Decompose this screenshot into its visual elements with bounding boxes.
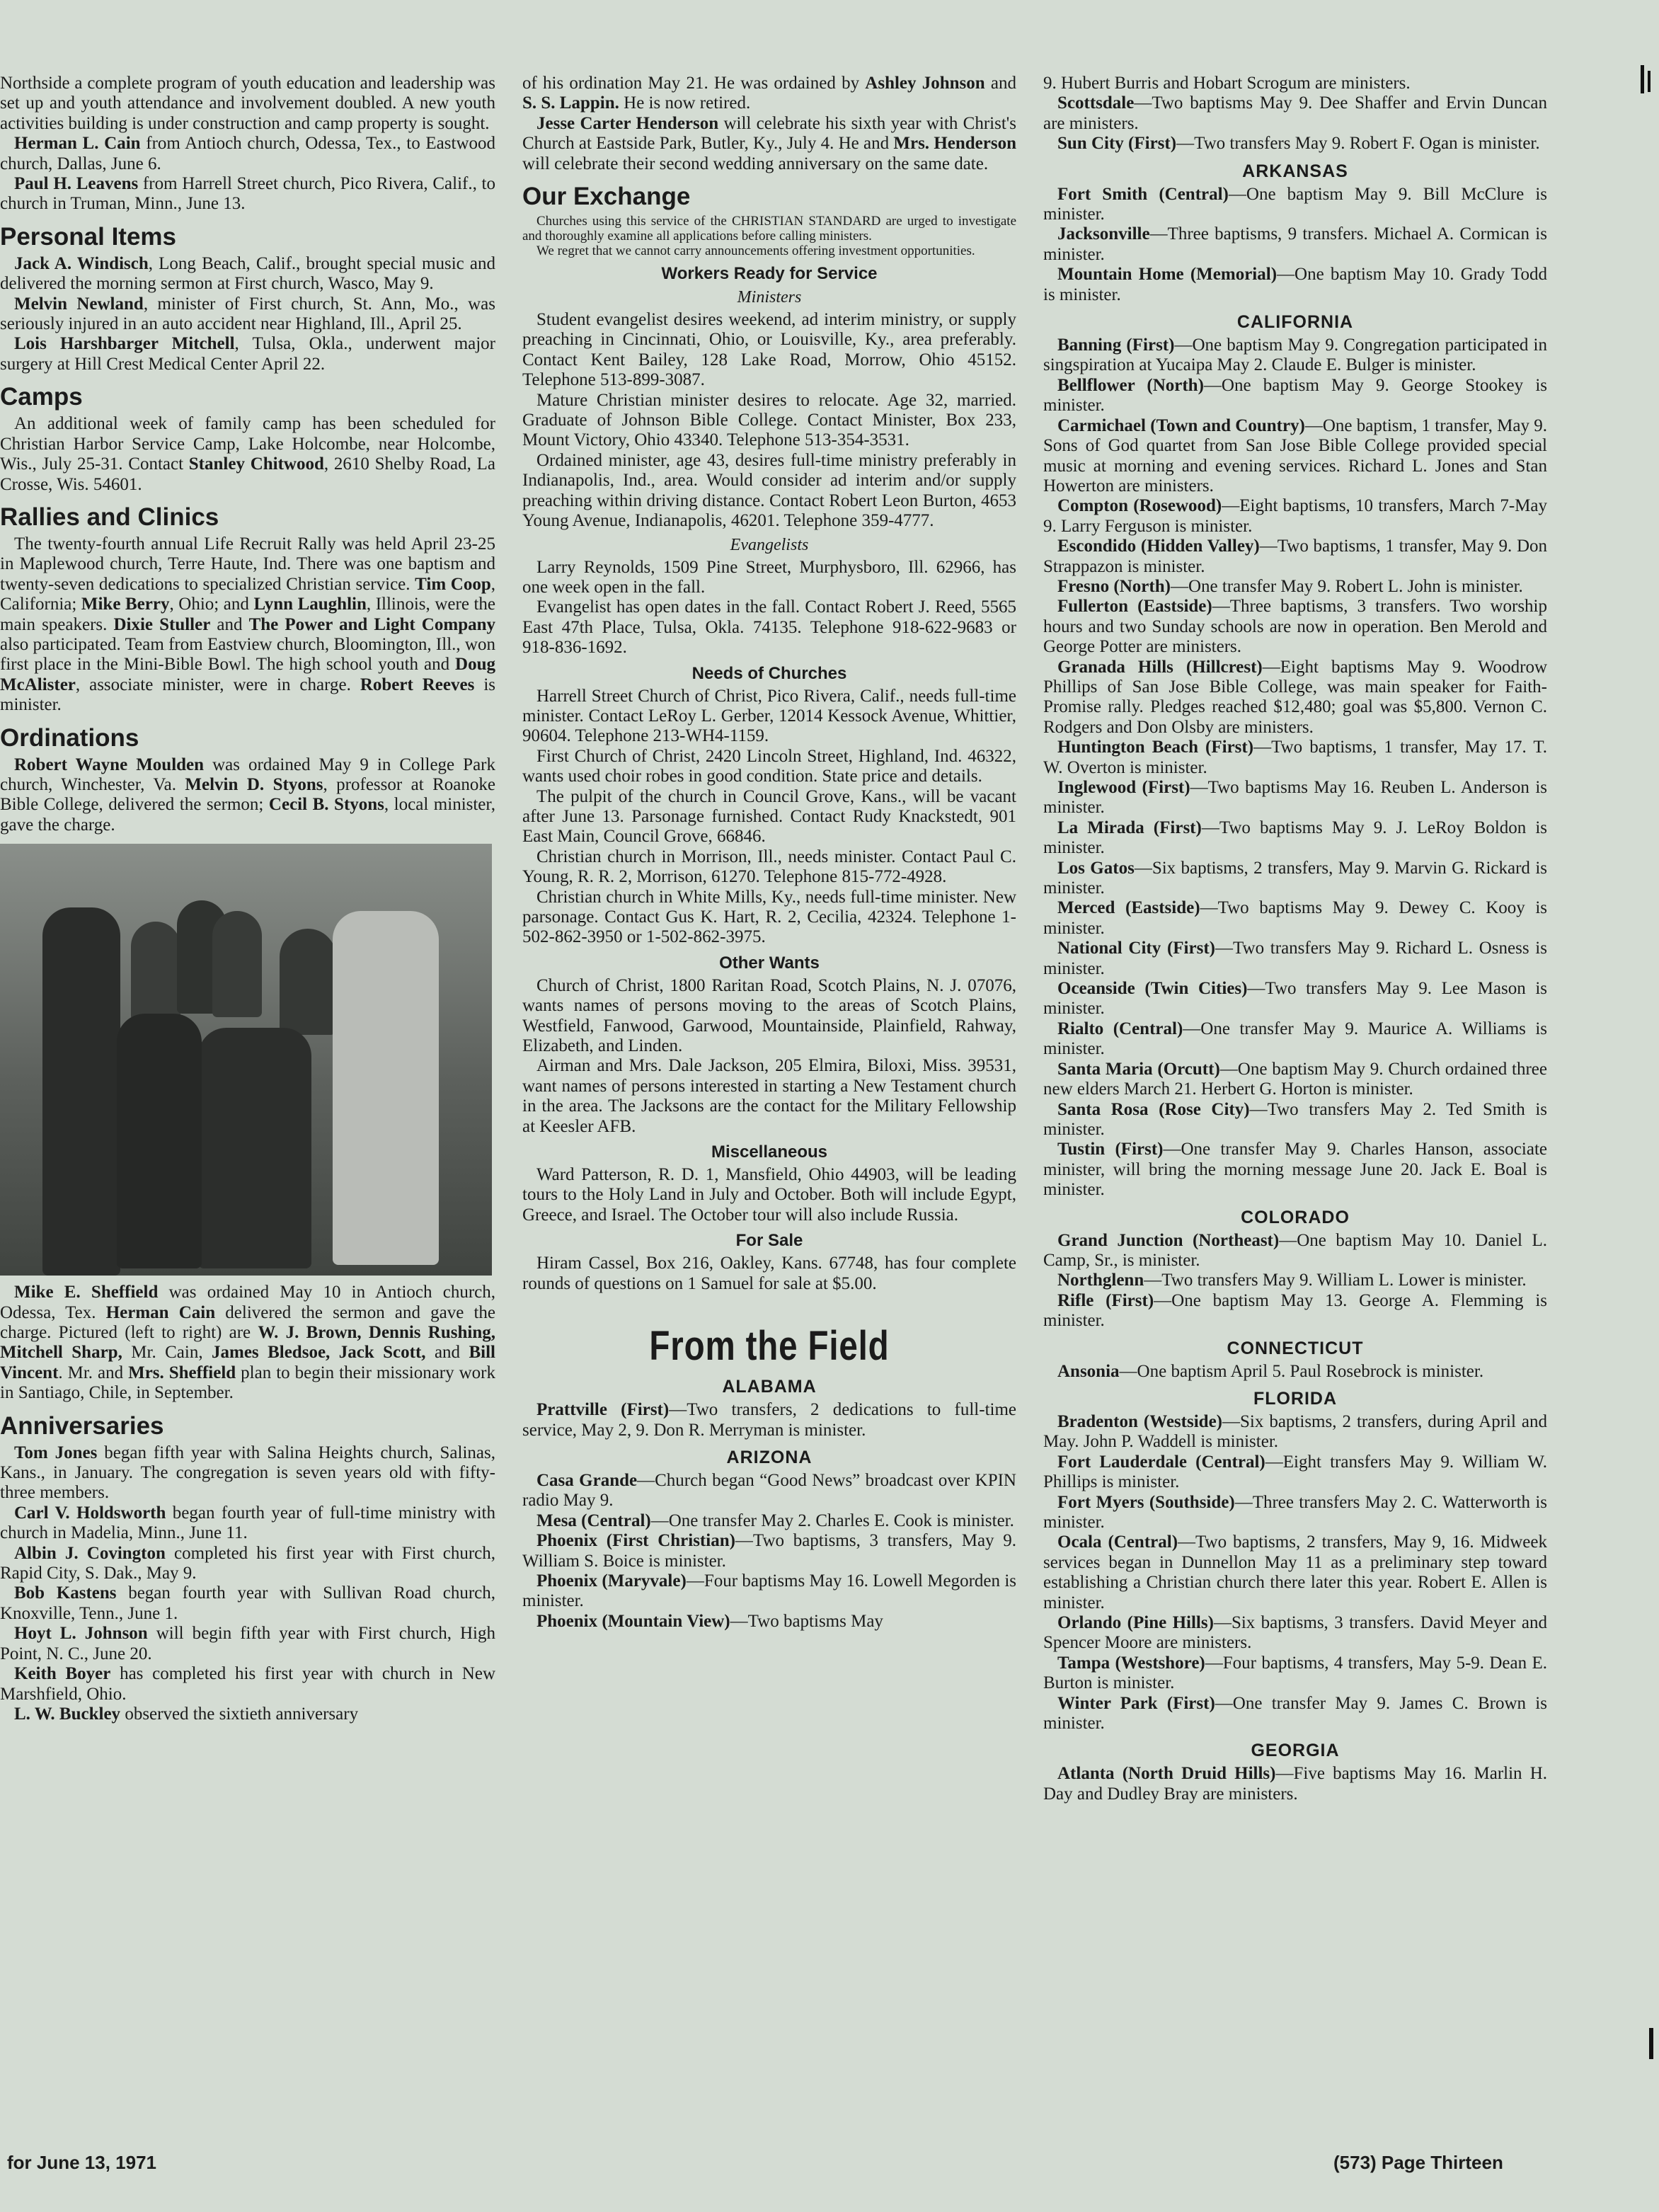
field-report: Santa Rosa (Rose City)—Two transfers May 2. Ted Smith is minister. [1043,1099,1547,1139]
field-report: Bradenton (Westside)—Six baptisms, 2 transfers, during April and May. John P. Waddell is minister. [1043,1411,1548,1452]
listing-item: Ward Patterson, R. D. 1, Mansfield, Ohio 44903, will be leading tours to the Holy Land in July and October. Both will include Egypt, Greece, and Israel. The October tour will also include Russia. [522,1165,1016,1225]
listing-item: Evangelist has open dates in the fall. Contact Robert J. Reed, 5565 East 47th Place, Tulsa, Okla. 74135. Telephone 918-622-9683 or 918-836-1692. [522,597,1016,658]
photo-figure [280,929,336,1035]
exchange-note: We regret that we cannot carry announcements offering investment opportunities. [536,243,975,259]
subheading-ministers: Ministers [737,288,802,307]
state-heading-colorado: COLORADO [1241,1207,1350,1227]
listing-item: The pulpit of the church in Council Grove, Kans., will be vacant after June 13. Parsonage furnished. Contact Rudy Knackstedt, 901 East Main, Council Grove, 66846. [522,786,1016,847]
listing-item: Christian church in White Mills, Ky., needs full-time minister. New parsonage. Contact Gus K. Hart, R. 2, Cecilia, 42324. Telephone 1-502-862-3950 or 1-502-862-3975. [522,887,1016,947]
person-name: Paul H. Leavens [14,174,139,194]
field-report: Fort Lauderdale (Central)—Eight transfers May 9. William W. Phillips is minister. [1043,1452,1547,1492]
anniversary-item: Tom Jones began fifth year with Salina Heights church, Salinas, Kans., in January. The congregation is seven years old with fifty-three members. [0,1443,495,1503]
listing-item: Harrell Street Church of Christ, Pico Rivera, Calif., needs full-time minister. Contact LeRoy L. Gerber, 12014 Kessock Avenue, Whittier, 90604. Telephone 213-WH4-1159. [522,686,1016,746]
intro-paragraph: Northside a complete program of youth education and leadership was set up and youth attendance and involvement doubled. A new youth activities building is under construction and camp property is sought. [0,74,495,133]
anniversary-item: Hoyt L. Johnson will begin fifth year with First church, High Point, N. C., June 20. [0,1624,495,1663]
section-heading-personal: Personal Items [0,222,176,251]
personal-item: Lois Harshbarger Mitchell, Tulsa, Okla., underwent major surgery at Hill Crest Medical Center April 22. [0,334,496,374]
subheading-needs: Needs of Churches [691,663,847,683]
listing-item: Mature Christian minister desires to relocate. Age 32, married. Graduate of Johnson Bible College. Contact Minister, Box 233, Mount Victory, Ohio 43340. Telephone 513-354-3531. [522,390,1016,450]
column-left [0,74,495,1724]
listing-item: Church of Christ, 1800 Raritan Road, Scotch Plains, N. J. 07076, wants names of persons moving to the areas of Scotch Plains, Westfield, Fanwood, Garwood, Mountainside, Plainfield, Rahway, Elizabeth, and Linden. [522,975,1016,1056]
field-report: Prattville (First)—Two transfers, 2 dedications to full-time service, May 2, 9. Don R. Merryman is minister. [522,1400,1017,1440]
field-report: Rialto (Central)—One transfer May 9. Maurice A. Williams is minister. [1043,1019,1547,1059]
field-report: Jacksonville—Three baptisms, 9 transfers. Michael A. Cormican is minister. [1043,224,1547,264]
field-report: Oceanside (Twin Cities)—Two transfers May 9. Lee Mason is minister. [1043,979,1548,1019]
field-report: Fullerton (Eastside)—Three baptisms, 3 transfers. Two worship hours and two Sunday schools are now in operation. Ben Merold and George Potter are ministers. [1043,597,1547,657]
field-report: Phoenix (Mountain View)—Two baptisms May [536,1611,883,1631]
field-report: Scottsdale—Two baptisms May 9. Dee Shaffer and Ervin Duncan are ministers. [1043,93,1547,133]
section-heading-anniversaries: Anniversaries [0,1411,164,1440]
listing-item: Airman and Mrs. Dale Jackson, 205 Elmira, Biloxi, Miss. 39531, want names of persons interested in starting a New Testament church in the area. The Jacksons are the contact for the Military Fellowship at Keesler AFB. [522,1056,1016,1136]
photo-figure [42,907,120,1276]
subheading-miscellaneous: Miscellaneous [711,1142,828,1162]
field-report: Granada Hills (Hillcrest)—Eight baptisms May 9. Woodrow Phillips of San Jose Bible College, was main speaker for Faith-Promise rally. Pledges reached $12,480; goal was $5,800. Vernon C. Rodgers and Don Olsby are ministers. [1043,657,1548,737]
anniversary-item: Bob Kastens began fourth year with Sullivan Road church, Knoxville, Tenn., June 1. [0,1583,495,1623]
field-report: Grand Junction (Northeast)—One baptism May 10. Daniel L. Camp, Sr., is minister. [1043,1230,1547,1270]
field-report: Atlanta (North Druid Hills)—Five baptisms May 16. Marlin H. Day and Dudley Bray are ministers. [1043,1764,1547,1804]
anniversary-item: Jesse Carter Henderson will celebrate his sixth year with Christ's Church at Eastside Park, Butler, Ky., July 4. He and Mrs. Henderson will celebrate their second wedding anniversary on the same date. [522,113,1016,173]
from-the-field-title: From the Field [649,1323,890,1370]
field-report: Banning (First)—One baptism May 9. Congregation participated in singspiration at Yucaipa May 2. Claude E. Bulger is minister. [1043,336,1547,375]
field-report: Bellflower (North)—One baptism May 9. George Stookey is minister. [1043,375,1547,416]
field-report: Phoenix (Maryvale)—Four baptisms May 16. Lowell Megorden is minister. [522,1571,1016,1611]
state-heading-arizona: ARIZONA [726,1447,813,1467]
footer-page-number: (573) Page Thirteen [1333,2152,1503,2173]
anniversary-item: Albin J. Covington completed his first year with First church, Rapid City, S. Dak., May 9. [0,1543,495,1583]
personal-item: Jack A. Windisch, Long Beach, Calif., brought special music and delivered the morning sermon at First church, Wasco, May 9. [0,253,495,294]
field-report: Fort Myers (Southside)—Three transfers May 2. C. Watterworth is minister. [1043,1492,1547,1532]
personal-item: Melvin Newland, minister of First church, St. Ann, Mo., was seriously injured in an auto accident near Highland, Ill., April 25. [0,294,495,334]
field-report: Tustin (First)—One transfer May 9. Charles Hanson, associate minister, will bring the morning message June 20. Jack E. Boal is minister. [1043,1140,1547,1200]
margin-mark [1648,71,1651,92]
listing-item: Hiram Cassel, Box 216, Oakley, Kans. 67748, has four complete rounds of questions on 1 Samuel for sale at $5.00. [522,1254,1016,1293]
field-report: Merced (Eastside)—Two baptisms May 9. Dewey C. Kooy is minister. [1043,898,1547,938]
field-report: Ansonia—One baptism April 5. Paul Rosebrock is minister. [1057,1361,1484,1381]
anniversary-item: Carl V. Holdsworth began fourth year of full-time ministry with church in Madelia, Minn., June 11. [0,1503,495,1543]
field-report: Orlando (Pine Hills)—Six baptisms, 3 transfers. David Meyer and Spencer Moore are ministers. [1043,1613,1547,1653]
listing-item: Larry Reynolds, 1509 Pine Street, Murphysboro, Ill. 62966, has one week open in the fall. [522,557,1016,597]
ordination-photo [0,844,492,1276]
subheading-other-wants: Other Wants [719,953,820,973]
state-heading-connecticut: CONNECTICUT [1227,1338,1364,1358]
field-report: Huntington Beach (First)—Two baptisms, 1 transfer, May 17. T. W. Overton is minister. [1043,738,1547,777]
move-item: Paul H. Leavens from Harrell Street church, Pico Rivera, Calif., to church in Truman, Minn., June 13. [0,174,496,214]
field-report: Santa Maria (Orcutt)—One baptism May 9. Church ordained three new elders March 21. Herbert G. Horton is minister. [1043,1059,1547,1099]
field-report: National City (First)—Two transfers May 9. Richard L. Osness is minister. [1043,939,1547,978]
move-item: Herman L. Cain from Antioch church, Odessa, Tex., to Eastwood church, Dallas, June 6. [0,134,495,173]
subheading-workers: Workers Ready for Service [661,264,878,284]
footer-date: for June 13, 1971 [7,2152,156,2173]
column-middle [522,74,1016,1632]
state-heading-florida: FLORIDA [1253,1388,1338,1409]
state-heading-georgia: GEORGIA [1251,1741,1340,1761]
continued-paragraph: 9. Hubert Burris and Hobart Scrogum are ministers. [1043,74,1411,93]
exchange-note: Churches using this service of the CHRISTIAN STANDARD are urged to investigate and thoroughly examine all applications before calling ministers. [522,214,1016,244]
listing-item: Christian church in Morrison, Ill., needs minister. Contact Paul C. Young, R. R. 2, Morrison, 61270. Telephone 815-772-4928. [522,847,1016,887]
margin-mark [1649,2028,1653,2059]
field-report: Escondido (Hidden Valley)—Two baptisms, 1 transfer, May 9. Don Strappazon is minister. [1043,537,1547,576]
field-report: Fort Smith (Central)—One baptism May 9. Bill McClure is minister. [1043,184,1547,224]
field-report: Phoenix (First Christian)—Two baptisms, 3 transfers, May 9. William S. Boice is minister. [522,1531,1016,1571]
listing-item: First Church of Christ, 2420 Lincoln Street, Highland, Ind. 46322, wants used choir robes in good condition. State price and details. [522,746,1016,786]
subheading-for-sale: For Sale [735,1231,803,1251]
person-name: Herman L. Cain [14,134,141,154]
section-heading-exchange: Our Exchange [522,183,691,211]
anniversary-item: L. W. Buckley observed the sixtieth anniversary [14,1704,359,1724]
field-report: Mountain Home (Memorial)—One baptism May 10. Grady Todd is minister. [1043,265,1548,304]
ordinations-paragraph: Robert Wayne Moulden was ordained May 9 in College Park church, Winchester, Va. Melvin D. Styons, professor at Roanoke Bible College, delivered the sermon; Cecil B. Styons, local minister, gave the charge. [0,755,495,835]
continued-paragraph: of his ordination May 21. He was ordained by Ashley Johnson and S. S. Lappin. He is now retired. [522,74,1017,113]
field-report: Ocala (Central)—Two baptisms, 2 transfers, May 9, 16. Midweek services began in Dunnellon May 11 as a preliminary step toward establishing a Christian church there later this year. Robert E. Allen is minister. [1043,1532,1547,1612]
margin-mark [1641,65,1644,93]
field-report: Casa Grande—Church began “Good News” broadcast over KPIN radio May 9. [522,1470,1016,1511]
field-report: La Mirada (First)—Two baptisms May 9. J. LeRoy Boldon is minister. [1043,818,1547,858]
field-report: Fresno (North)—One transfer May 9. Robert L. John is minister. [1057,576,1523,596]
field-report: Mesa (Central)—One transfer May 2. Charles E. Cook is minister. [536,1511,1014,1530]
listing-item: Student evangelist desires weekend, ad interim ministry, or supply preaching in Cincinnati, Ohio, or Louisville, Ky., area preferably. Contact Kent Bailey, 128 Lake Road, Morrow, Ohio 45152. Telephone 513-899-3087. [522,310,1016,390]
section-heading-ordinations: Ordinations [0,723,139,752]
state-heading-arkansas: ARKANSAS [1242,161,1348,181]
anniversary-item: Keith Boyer has completed his first year with church in New Marshfield, Ohio. [0,1664,495,1704]
field-report: Los Gatos—Six baptisms, 2 transfers, May 9. Marvin G. Rickard is minister. [1043,858,1547,898]
state-heading-alabama: ALABAMA [722,1377,817,1397]
field-report: Tampa (Westshore)—Four baptisms, 4 transfers, May 5-9. Dean E. Burton is minister. [1043,1653,1547,1693]
field-report: Rifle (First)—One baptism May 13. George A. Flemming is minister. [1043,1290,1547,1331]
column-right [1043,74,1547,1804]
field-report: Northglenn—Two transfers May 9. William L. Lower is minister. [1057,1271,1527,1290]
photo-figure [117,1014,202,1268]
field-report: Carmichael (Town and Country)—One baptism, 1 transfer, May 9. Sons of God quartet from San Jose Bible College provided special music at morning and evening services. Richard L. Jones and Stan Howerton are ministers. [1043,416,1547,495]
field-report: Inglewood (First)—Two baptisms May 16. Reuben L. Anderson is minister. [1043,778,1547,818]
field-report: Winter Park (First)—One transfer May 9. James C. Brown is minister. [1043,1693,1547,1734]
photo-figure [131,922,180,1021]
photo-figure [333,911,439,1265]
state-heading-california: CALIFORNIA [1236,312,1354,333]
photo-caption: Mike E. Sheffield was ordained May 10 in Antioch church, Odessa, Tex. Herman Cain delivered the sermon and gave the charge. Pictured (left to right) are W. J. Brown, Dennis Rushing, Mitchell Sharp, Mr. Cain, James Bledsoe, Jack Scott, and Bill Vincent. Mr. and Mrs. Sheffield plan to begin their missionary work in Santiago, Chile, in September. [0,1283,496,1403]
listing-item: Ordained minister, age 43, desires full-time ministry preferably in Indianapolis, Ind., area. Would consider ad interim and/or supply preaching within driving distance. Contact Robert Leon Burton, 4653 Young Avenue, Indianapolis, 46201. Telephone 359-4777. [522,450,1016,531]
camps-paragraph: An additional week of family camp has been scheduled for Christian Harbor Service Camp, Lake Holcombe, near Holcombe, Wis., July 25-31. Contact Stanley Chitwood, 2610 Shelby Road, La Crosse, Wis. 54601. [0,414,495,494]
section-heading-rallies: Rallies and Clinics [0,503,219,531]
field-report: Compton (Rosewood)—Eight baptisms, 10 transfers, March 7-May 9. Larry Ferguson is minister. [1043,496,1547,536]
rallies-paragraph: The twenty-fourth annual Life Recruit Rally was held April 23-25 in Maplewood church, Terre Haute, Ind. There was one baptism and twenty-seven dedications to specialized Christian service. Tim Coop, California; Mike Berry, Ohio; and Lynn Laughlin, Illinois, were the main speakers. Dixie Stuller and The Power and Light Company also participated. Team from Eastview church, Bloomington, Ill., won first place in the Mini-Bible Bowl. The high school youth and Doug McAlister, associate minister, were in charge. Robert Reeves is minister. [0,534,496,715]
section-heading-camps: Camps [0,383,83,411]
photo-figure-kneeling [198,1028,311,1268]
field-report: Sun City (First)—Two transfers May 9. Robert F. Ogan is minister. [1057,134,1540,154]
subheading-evangelists: Evangelists [730,535,809,554]
photo-figure [212,911,262,1017]
